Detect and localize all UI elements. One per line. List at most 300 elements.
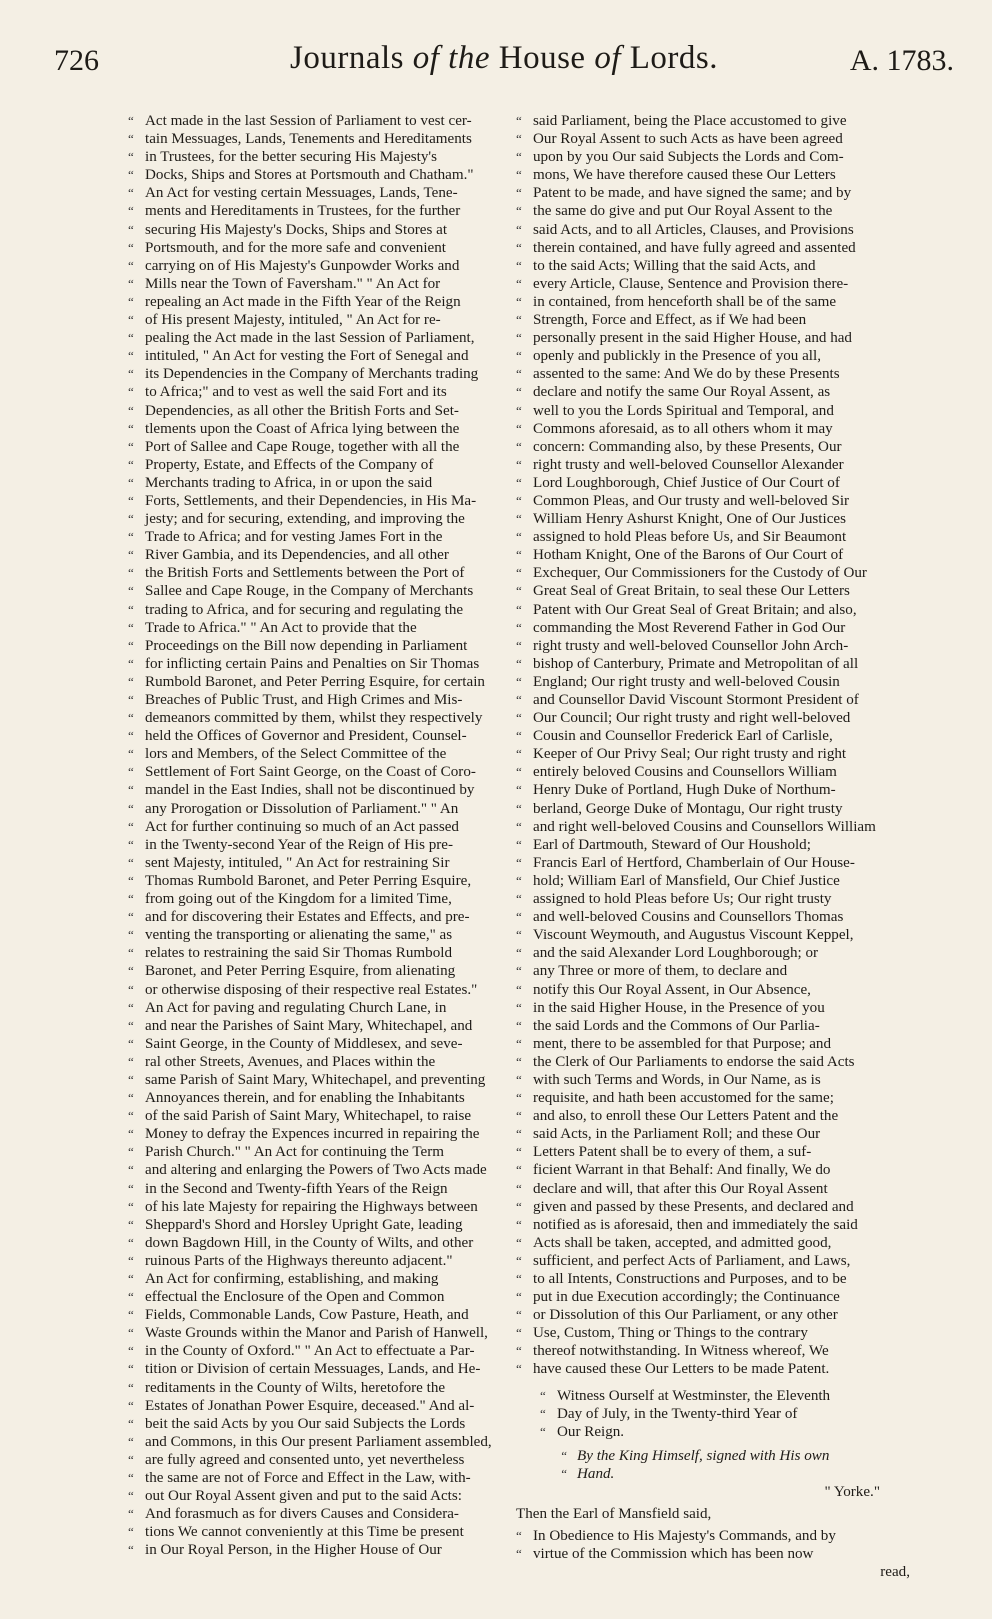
line-text: Act for further continuing so much of an Act passed [145, 818, 459, 835]
text-line [128, 691, 516, 709]
quote-mark: “ [516, 1289, 522, 1305]
text-line [128, 347, 516, 365]
quote-mark: “ [128, 1506, 134, 1522]
line-text: mons, We have therefore caused these Our Letters [533, 167, 836, 184]
title-word: House [498, 40, 586, 76]
line-text: lors and Members, of the Select Committee of the [145, 746, 447, 763]
quote-mark: “ [516, 1071, 522, 1087]
quote-mark: “ [516, 402, 522, 418]
quote-mark: “ [128, 257, 134, 273]
witness-block [516, 1387, 910, 1441]
quote-mark: “ [128, 1289, 134, 1305]
text-line [516, 257, 910, 275]
text-line [128, 275, 516, 293]
text-line [516, 347, 910, 365]
text-line [128, 1523, 516, 1541]
quote-mark: “ [128, 655, 134, 671]
line-text: Property, Estate, and Effects of the Company of [145, 456, 434, 473]
quote-mark: “ [516, 1528, 522, 1544]
text-line [128, 221, 516, 239]
text-line [128, 1161, 516, 1179]
line-text: and right well-beloved Cousins and Counsellors William [533, 818, 876, 835]
quote-mark: “ [128, 167, 134, 183]
line-text: assigned to hold Pleas before Us, and Sir Beaumont [533, 529, 847, 546]
quote-mark: “ [128, 927, 134, 943]
text-line [516, 582, 910, 600]
text-line [128, 1125, 516, 1143]
quote-mark: “ [128, 565, 134, 581]
line-text: tlements upon the Coast of Africa lying between the [145, 420, 460, 437]
text-line [128, 239, 516, 257]
quote-mark: “ [128, 239, 134, 255]
line-text: any Three or more of them, to declare and [533, 963, 788, 980]
text-line [128, 456, 516, 474]
quote-mark: “ [128, 1361, 134, 1377]
text-line [128, 999, 516, 1017]
text-line [516, 637, 910, 655]
line-text: commanding the Most Reverend Father in God Our [533, 619, 846, 636]
line-text: trading to Africa, and for securing and regulating the [145, 601, 464, 618]
line-text: are fully agreed and consented unto, yet nevertheless [145, 1451, 465, 1468]
quote-mark: “ [128, 529, 134, 545]
quote-mark: “ [516, 1252, 522, 1268]
line-text: of His present Majesty, intituled, " An Act for re- [145, 312, 441, 329]
text-line [516, 1306, 910, 1324]
text-line [516, 1234, 910, 1252]
quote-mark: “ [516, 854, 522, 870]
line-text: securing His Majesty's Docks, Ships and Stores at [145, 221, 448, 238]
line-text: in the Twenty-second Year of the Reign of His pre- [145, 836, 454, 853]
line-text: demeanors committed by them, whilst they respectively [145, 710, 483, 727]
quote-mark: “ [516, 619, 522, 635]
quote-mark: “ [516, 818, 522, 834]
line-text: Act made in the last Session of Parliament to vest cer- [145, 113, 472, 129]
text-line [128, 1071, 516, 1089]
quote-mark: “ [560, 1447, 568, 1463]
line-text: have caused these Our Letters to be made Patent. [533, 1361, 830, 1378]
quote-mark: “ [516, 909, 522, 925]
line-text: Forts, Settlements, and their Dependencies, in His Ma- [145, 492, 477, 509]
quote-mark: “ [516, 420, 522, 436]
line-text: put in due Execution accordingly; the Continuance [533, 1289, 840, 1306]
quote-mark: “ [128, 673, 134, 689]
quote-mark: “ [516, 728, 522, 744]
line-text: ment, there to be assembled for that Purpose; and [533, 1035, 832, 1052]
quote-mark: “ [516, 673, 522, 689]
text-line [128, 528, 516, 546]
quote-mark: “ [516, 999, 522, 1015]
line-text: Cousin and Counsellor Frederick Earl of Carlisle, [533, 728, 833, 745]
line-text: ral other Streets, Avenues, and Places within the [145, 1053, 436, 1070]
text-line [128, 1234, 516, 1252]
quote-mark: “ [128, 601, 134, 617]
line-text: Trade to Africa; and for vesting James Fort in the [145, 529, 443, 546]
quote-mark: “ [516, 474, 522, 490]
line-text: down Bagdown Hill, in the County of Wilts, and other [145, 1234, 474, 1251]
line-text: from going out of the Kingdom for a limited Time, [145, 891, 452, 908]
text-line [516, 890, 910, 908]
text-line [128, 546, 516, 564]
text-line [516, 438, 910, 456]
line-text: Earl of Dartmouth, Steward of Our Houshold; [533, 836, 811, 853]
text-line [516, 709, 910, 727]
line-text: its Dependencies in the Company of Merchants trading [145, 366, 479, 383]
line-text: hold; William Earl of Mansfield, Our Chief Justice [533, 872, 840, 889]
line-text: Use, Custom, Thing or Things to the contrary [533, 1325, 808, 1342]
text-line [516, 962, 910, 980]
quote-mark: “ [128, 1433, 134, 1449]
text-line [128, 854, 516, 872]
text-line [516, 1198, 910, 1216]
text-line [128, 1451, 516, 1469]
text-line [516, 184, 910, 202]
text-line [516, 510, 910, 528]
quote-mark: “ [128, 456, 134, 472]
line-text: in Our Royal Person, in the Higher House of Our [145, 1542, 442, 1559]
quote-mark: “ [128, 1379, 134, 1395]
line-text: venting the transporting or alienating the same," as [145, 927, 453, 944]
quote-mark: “ [128, 1451, 134, 1467]
line-text: or otherwise disposing of their respective real Estates." [145, 981, 478, 998]
quote-mark: “ [516, 1361, 522, 1377]
quote-mark: “ [516, 511, 522, 527]
line-text: mandel in the East Indies, shall not be discontinued by [145, 782, 475, 799]
text-line [128, 1017, 516, 1035]
line-text: In Obedience to His Majesty's Commands, and by [533, 1528, 836, 1545]
line-text: openly and publickly in the Presence of you all, [533, 348, 821, 365]
text-line [128, 420, 516, 438]
quote-mark: “ [128, 1198, 134, 1214]
line-text: Hotham Knight, One of the Barons of Our Court of [533, 547, 844, 564]
text-line [128, 293, 516, 311]
quote-mark: “ [560, 1465, 568, 1481]
quote-mark: “ [128, 348, 134, 364]
text-line [516, 275, 910, 293]
line-text: Rumbold Baronet, and Peter Perring Esquire, for certain [145, 673, 485, 690]
text-line [516, 293, 910, 311]
line-text: with such Terms and Words, in Our Name, as is [533, 1071, 821, 1088]
line-text: An Act for confirming, establishing, and making [145, 1271, 439, 1287]
line-text: requisite, and hath been accustomed for the same; [533, 1090, 834, 1107]
quote-mark: “ [128, 330, 134, 346]
quote-mark: “ [128, 710, 134, 726]
quote-mark: “ [128, 366, 134, 382]
quote-mark: “ [516, 1090, 522, 1106]
quote-mark: “ [128, 1162, 134, 1178]
text-line [128, 365, 516, 383]
line-text: therein contained, and have fully agreed and assented [533, 239, 856, 256]
title-word: of [594, 40, 621, 76]
line-text: Fields, Commonable Lands, Cow Pasture, Heath, and [145, 1307, 469, 1324]
line-text: jesty; and for securing, extending, and improving the [145, 511, 465, 528]
quote-mark: “ [516, 782, 522, 798]
text-line [128, 383, 516, 401]
text-line [540, 1387, 910, 1405]
quote-mark: “ [516, 583, 522, 599]
quote-mark: “ [128, 1090, 134, 1106]
final-block [516, 1527, 910, 1563]
quote-mark: “ [128, 836, 134, 852]
quote-mark: “ [128, 818, 134, 834]
line-text: sent Majesty, intituled, " An Act for restraining Sir [145, 854, 450, 871]
quote-mark: “ [516, 637, 522, 653]
text-line [516, 474, 910, 492]
quote-mark: “ [516, 565, 522, 581]
text-line [128, 709, 516, 727]
quote-mark: “ [128, 583, 134, 599]
quote-mark: “ [516, 963, 522, 979]
line-text: and altering and enlarging the Powers of Two Acts made [145, 1162, 487, 1179]
text-line [516, 1324, 910, 1342]
text-line [516, 239, 910, 257]
text-line [128, 944, 516, 962]
line-text: And forasmuch as for divers Causes and Considera- [145, 1506, 459, 1523]
quote-mark: “ [516, 891, 522, 907]
text-line [128, 1379, 516, 1397]
text-line [128, 202, 516, 220]
text-line [128, 1270, 516, 1288]
line-text: Great Seal of Great Britain, to seal these Our Letters [533, 583, 850, 600]
line-text: right trusty and well-beloved Counsellor Alexander [533, 456, 844, 473]
quote-mark: “ [128, 637, 134, 653]
line-text: Portsmouth, and for the more safe and convenient [145, 239, 446, 256]
text-line [128, 402, 516, 420]
quote-mark: “ [540, 1405, 546, 1421]
quote-mark: “ [128, 1488, 134, 1504]
line-text: carrying on of His Majesty's Gunpowder Works and [145, 257, 460, 274]
text-line [128, 1216, 516, 1234]
line-text: Proceedings on the Bill now depending in Parliament [145, 637, 468, 654]
text-line [128, 1397, 516, 1415]
line-text: Commons aforesaid, as to all others whom it may [533, 420, 833, 437]
quote-mark: “ [516, 746, 522, 762]
quote-mark: “ [516, 692, 522, 707]
quote-mark: “ [516, 1234, 522, 1250]
text-line [516, 492, 910, 510]
text-line [128, 962, 516, 980]
text-line [516, 112, 910, 130]
quote-mark: “ [128, 1216, 134, 1232]
line-text: Estates of Jonathan Power Esquire, deceased." And al- [145, 1397, 475, 1414]
text-line [128, 1415, 516, 1433]
line-text: the same do give and put Our Royal Assent to the [533, 203, 833, 220]
text-line [516, 745, 910, 763]
text-line [128, 1035, 516, 1053]
line-text: and well-beloved Cousins and Counsellors Thomas [533, 909, 844, 926]
quote-mark: “ [128, 113, 134, 128]
text-line [540, 1405, 910, 1423]
text-line [128, 329, 516, 347]
text-line [516, 528, 910, 546]
quote-mark: “ [516, 1053, 522, 1069]
text-line [516, 619, 910, 637]
left-column [128, 112, 516, 1560]
quote-mark: “ [128, 511, 134, 527]
text-line [516, 130, 910, 148]
text-line [516, 546, 910, 564]
quote-mark: “ [128, 1542, 134, 1558]
quote-mark: “ [128, 312, 134, 328]
quote-mark: “ [516, 872, 522, 888]
quote-mark: “ [128, 728, 134, 744]
line-text: Common Pleas, and Our trusty and well-beloved Sir [533, 492, 850, 509]
quote-mark: “ [516, 1546, 522, 1562]
text-line [516, 148, 910, 166]
text-line [128, 564, 516, 582]
text-line [128, 800, 516, 818]
line-text: Annoyances therein, and for enabling the Inhabitants [145, 1090, 465, 1107]
text-line [128, 257, 516, 275]
line-text: intituled, " An Act for vesting the Fort of Senegal and [145, 348, 469, 365]
line-text: declare and will, that after this Our Royal Assent [533, 1180, 828, 1197]
king-block [516, 1447, 910, 1483]
text-line [560, 1447, 910, 1465]
quote-mark: “ [128, 1325, 134, 1341]
quote-mark: “ [516, 1271, 522, 1286]
line-text: the Clerk of Our Parliaments to endorse the said Acts [533, 1053, 855, 1070]
quote-mark: “ [516, 185, 522, 201]
text-line [516, 1545, 910, 1563]
text-line [516, 1071, 910, 1089]
quote-mark: “ [516, 438, 522, 454]
line-text: repealing an Act made in the Fifth Year of the Reign [145, 293, 461, 310]
quote-mark: “ [128, 782, 134, 798]
line-text: Settlement of Fort Saint George, on the Coast of Coro- [145, 764, 476, 781]
text-line [516, 908, 910, 926]
text-line [128, 818, 516, 836]
line-text: Witness Ourself at Westminster, the Eleventh [557, 1387, 831, 1404]
text-line [128, 311, 516, 329]
text-line [516, 402, 910, 420]
quote-mark: “ [516, 1180, 522, 1196]
line-text: pealing the Act made in the last Session of Parliament, [145, 330, 475, 347]
line-text: Lord Loughborough, Chief Justice of Our Court of [533, 474, 840, 491]
line-text: tition or Division of certain Messuages, Lands, and He- [145, 1361, 481, 1378]
text-line [516, 926, 910, 944]
line-text: Docks, Ships and Stores at Portsmouth and Chatham." [145, 167, 474, 184]
text-line [128, 1288, 516, 1306]
text-line [516, 818, 910, 836]
line-text: and Counsellor David Viscount Stormont President of [533, 692, 859, 708]
quote-mark: “ [516, 1144, 522, 1160]
quote-mark: “ [516, 710, 522, 726]
quote-mark: “ [128, 131, 134, 147]
text-line [516, 1089, 910, 1107]
line-text: of the said Parish of Saint Mary, Whitechapel, to raise [145, 1108, 472, 1125]
text-line [128, 673, 516, 691]
quote-mark: “ [128, 221, 134, 237]
text-line [128, 908, 516, 926]
quote-mark: “ [516, 1108, 522, 1124]
line-text: By the King Himself, signed with His own [577, 1447, 830, 1464]
text-line [516, 1053, 910, 1071]
line-text: to Africa;" and to vest as well the said Fort and its [145, 384, 447, 401]
text-line [516, 872, 910, 890]
line-text: notified as is aforesaid, then and immediately the said [533, 1216, 858, 1233]
text-line [516, 329, 910, 347]
line-text: Sheppard's Shord and Horsley Upright Gate, leading [145, 1216, 463, 1233]
text-line [128, 1107, 516, 1125]
text-line [128, 582, 516, 600]
line-text: in the Second and Twenty-fifth Years of the Reign [145, 1180, 448, 1197]
text-line [516, 1288, 910, 1306]
line-text: right trusty and well-beloved Counsellor John Arch- [533, 637, 849, 654]
line-text: for inflicting certain Pains and Penalties on Sir Thomas [145, 655, 480, 672]
quote-mark: “ [128, 981, 134, 997]
journal-title [54, 40, 954, 77]
text-line [516, 981, 910, 999]
quote-mark: “ [516, 456, 522, 472]
text-line [128, 655, 516, 673]
line-text: Patent to be made, and have signed the same; and by [533, 185, 852, 202]
quote-mark: “ [516, 312, 522, 328]
quote-mark: “ [128, 492, 134, 508]
quote-mark: “ [516, 836, 522, 852]
text-line [128, 1252, 516, 1270]
line-text: Henry Duke of Portland, Hugh Duke of Northum- [533, 782, 836, 799]
text-line [128, 1487, 516, 1505]
quote-mark: “ [516, 1017, 522, 1033]
line-text: entirely beloved Cousins and Counsellors William [533, 764, 837, 781]
line-text: in contained, from henceforth shall be of the same [533, 293, 837, 310]
line-text: sufficient, and perfect Acts of Parliament, and Laws, [533, 1252, 851, 1269]
line-text: An Act for paving and regulating Church Lane, in [145, 999, 447, 1016]
title-word: the [448, 40, 490, 76]
text-line [516, 456, 910, 474]
line-text: reditaments in the County of Wilts, heretofore the [145, 1379, 446, 1396]
line-text: Sallee and Cape Rouge, in the Company of Merchants [145, 583, 474, 600]
quote-mark: “ [128, 420, 134, 436]
text-line [516, 836, 910, 854]
text-line [516, 1527, 910, 1545]
text-line [516, 673, 910, 691]
text-line [128, 872, 516, 890]
line-text: same Parish of Saint Mary, Whitechapel, and preventing [145, 1071, 486, 1088]
text-line [128, 1324, 516, 1342]
page-header [54, 36, 954, 80]
text-line [128, 1053, 516, 1071]
right-column [516, 112, 910, 1582]
line-text: to all Intents, Constructions and Purposes, and to be [533, 1271, 847, 1287]
quote-mark: “ [128, 1144, 134, 1160]
quote-mark: “ [516, 1216, 522, 1232]
line-text: Francis Earl of Hertford, Chamberlain of Our House- [533, 854, 855, 871]
line-text: Money to defray the Expences incurred in repairing the [145, 1126, 480, 1143]
quote-mark: “ [128, 999, 134, 1015]
line-text: the British Forts and Settlements between the Port of [145, 565, 465, 582]
quote-mark: “ [128, 384, 134, 400]
text-line [128, 184, 516, 202]
text-line [128, 601, 516, 619]
then-said: Then the Earl of Mansfield said, [516, 1506, 712, 1523]
quote-mark: “ [516, 366, 522, 382]
quote-mark: “ [128, 1035, 134, 1051]
quote-mark: “ [128, 619, 134, 635]
text-line [516, 655, 910, 673]
text-line [516, 420, 910, 438]
quote-mark: “ [516, 764, 522, 780]
quote-mark: “ [128, 1343, 134, 1359]
line-text: ments and Hereditaments in Trustees, for the further [145, 203, 461, 220]
page-number: 726 [54, 44, 99, 77]
right-column-body [516, 112, 910, 1379]
line-text: ficient Warrant in that Behalf: And finally, We do [533, 1162, 831, 1179]
line-text: and near the Parishes of Saint Mary, Whitechapel, and [145, 1017, 473, 1034]
title-word: of [412, 40, 440, 76]
line-text: said Parliament, being the Place accustomed to give [533, 113, 847, 129]
text-line [128, 1143, 516, 1161]
line-text: Our Reign. [557, 1423, 625, 1440]
